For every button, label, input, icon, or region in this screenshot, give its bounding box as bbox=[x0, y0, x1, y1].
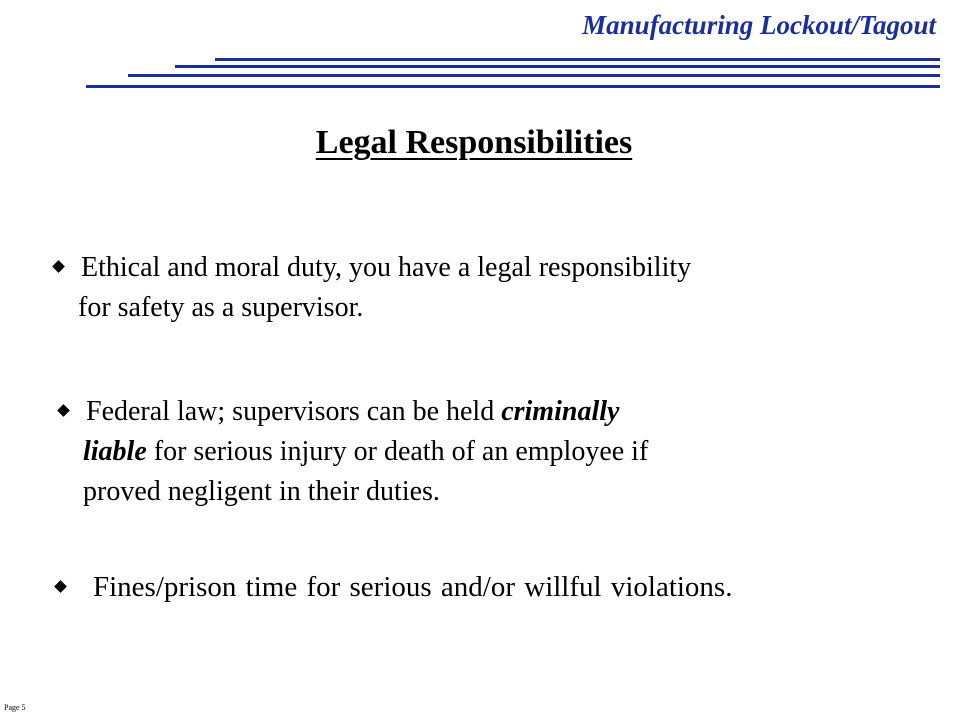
bullet-federal-law bbox=[57, 392, 648, 512]
bullet-emphasis: liable bbox=[83, 436, 147, 467]
bullet-text: for safety as a supervisor. bbox=[78, 292, 364, 323]
bullet-text: Fines/prison time for serious and/or willful violations. bbox=[93, 571, 733, 603]
header-rule bbox=[215, 58, 940, 61]
bullet-emphasis: criminally bbox=[501, 396, 620, 427]
diamond-bullet-icon bbox=[57, 404, 70, 417]
header-title: Manufacturing Lockout/Tagout bbox=[582, 10, 936, 40]
header-rule bbox=[86, 85, 940, 88]
bullet-text: for serious injury or death of an employee if bbox=[146, 436, 649, 467]
diamond-bullet-icon bbox=[52, 260, 65, 273]
diamond-bullet-icon bbox=[54, 580, 67, 593]
header-rule bbox=[175, 65, 940, 68]
bullet-ethical-duty bbox=[52, 248, 691, 328]
bullet-text: proved negligent in their duties. bbox=[83, 476, 440, 507]
page-number: Page 5 bbox=[4, 703, 26, 712]
bullet-text: Ethical and moral duty, you have a legal responsibility bbox=[81, 252, 692, 283]
slide-title: Legal Responsibilities bbox=[315, 124, 633, 161]
bullet-text: Federal law; supervisors can be held bbox=[86, 396, 502, 427]
bullet-fines bbox=[52, 567, 732, 607]
header-rule bbox=[128, 74, 940, 77]
